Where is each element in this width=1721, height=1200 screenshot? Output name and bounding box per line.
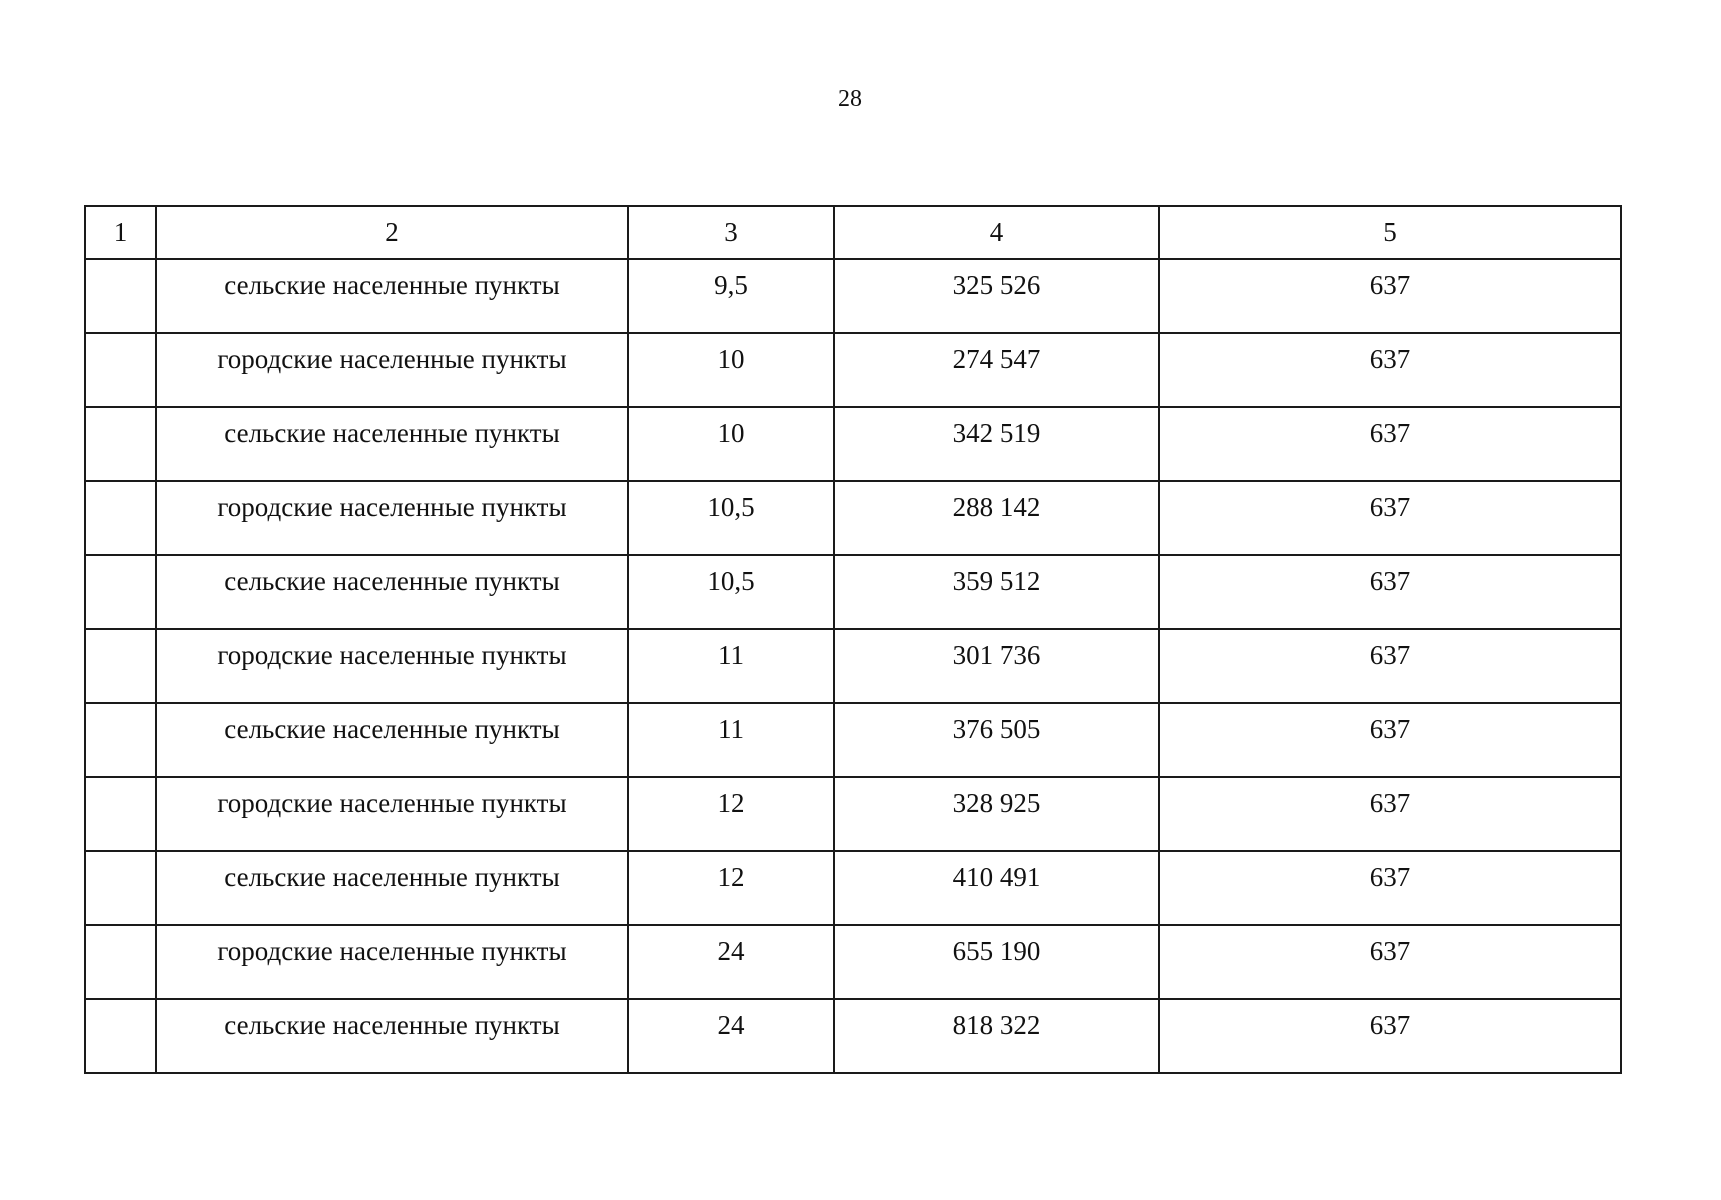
value-col4-cell: 301 736 xyxy=(834,629,1159,703)
value-col4-cell: 274 547 xyxy=(834,333,1159,407)
value-col5-cell: 637 xyxy=(1159,629,1621,703)
header-row xyxy=(85,206,1621,259)
settlement-type-cell: городские населенные пункты xyxy=(156,777,628,851)
settlement-type-cell: сельские населенные пункты xyxy=(156,703,628,777)
column-header: 4 xyxy=(834,206,1159,259)
row-number-cell xyxy=(85,259,156,333)
value-col3-cell: 11 xyxy=(628,629,834,703)
row-number-cell xyxy=(85,407,156,481)
value-col3-cell: 24 xyxy=(628,925,834,999)
value-col4-cell: 655 190 xyxy=(834,925,1159,999)
settlement-type-cell: сельские населенные пункты xyxy=(156,851,628,925)
table-row xyxy=(85,481,1621,555)
column-header: 2 xyxy=(156,206,628,259)
value-col3-cell: 10,5 xyxy=(628,481,834,555)
row-number-cell xyxy=(85,481,156,555)
value-col4-cell: 288 142 xyxy=(834,481,1159,555)
settlement-type-cell: городские населенные пункты xyxy=(156,925,628,999)
table-row xyxy=(85,333,1621,407)
value-col5-cell: 637 xyxy=(1159,703,1621,777)
settlement-type-cell: городские населенные пункты xyxy=(156,629,628,703)
value-col4-cell: 376 505 xyxy=(834,703,1159,777)
row-number-cell xyxy=(85,629,156,703)
value-col3-cell: 10 xyxy=(628,407,834,481)
row-number-cell xyxy=(85,555,156,629)
value-col3-cell: 9,5 xyxy=(628,259,834,333)
table-row xyxy=(85,259,1621,333)
table-row xyxy=(85,555,1621,629)
row-number-cell xyxy=(85,777,156,851)
page-number: 28 xyxy=(838,86,862,112)
settlement-type-cell: сельские населенные пункты xyxy=(156,999,628,1073)
value-col5-cell: 637 xyxy=(1159,925,1621,999)
value-col5-cell: 637 xyxy=(1159,999,1621,1073)
value-col4-cell: 328 925 xyxy=(834,777,1159,851)
table-row xyxy=(85,925,1621,999)
value-col5-cell: 637 xyxy=(1159,481,1621,555)
column-header: 5 xyxy=(1159,206,1621,259)
table-row xyxy=(85,777,1621,851)
value-col5-cell: 637 xyxy=(1159,555,1621,629)
value-col3-cell: 24 xyxy=(628,999,834,1073)
value-col5-cell: 637 xyxy=(1159,851,1621,925)
row-number-cell xyxy=(85,333,156,407)
value-col5-cell: 637 xyxy=(1159,407,1621,481)
table-row xyxy=(85,629,1621,703)
value-col4-cell: 818 322 xyxy=(834,999,1159,1073)
value-col3-cell: 12 xyxy=(628,851,834,925)
value-col5-cell: 637 xyxy=(1159,777,1621,851)
settlement-type-cell: сельские населенные пункты xyxy=(156,555,628,629)
settlement-type-cell: сельские населенные пункты xyxy=(156,407,628,481)
settlement-type-cell: сельские населенные пункты xyxy=(156,259,628,333)
table-row xyxy=(85,407,1621,481)
value-col3-cell: 10,5 xyxy=(628,555,834,629)
column-header: 3 xyxy=(628,206,834,259)
row-number-cell xyxy=(85,851,156,925)
settlement-type-cell: городские населенные пункты xyxy=(156,481,628,555)
value-col4-cell: 410 491 xyxy=(834,851,1159,925)
settlement-type-cell: городские населенные пункты xyxy=(156,333,628,407)
value-col4-cell: 359 512 xyxy=(834,555,1159,629)
value-col4-cell: 342 519 xyxy=(834,407,1159,481)
row-number-cell xyxy=(85,925,156,999)
value-col3-cell: 12 xyxy=(628,777,834,851)
row-number-cell xyxy=(85,703,156,777)
value-col5-cell: 637 xyxy=(1159,259,1621,333)
column-header: 1 xyxy=(85,206,156,259)
table-body xyxy=(85,259,1621,1073)
value-col5-cell: 637 xyxy=(1159,333,1621,407)
table-row xyxy=(85,703,1621,777)
table-row xyxy=(85,999,1621,1073)
value-col4-cell: 325 526 xyxy=(834,259,1159,333)
table-header xyxy=(85,206,1621,259)
value-col3-cell: 11 xyxy=(628,703,834,777)
value-col3-cell: 10 xyxy=(628,333,834,407)
data-table xyxy=(84,205,1622,1074)
table-row xyxy=(85,851,1621,925)
row-number-cell xyxy=(85,999,156,1073)
